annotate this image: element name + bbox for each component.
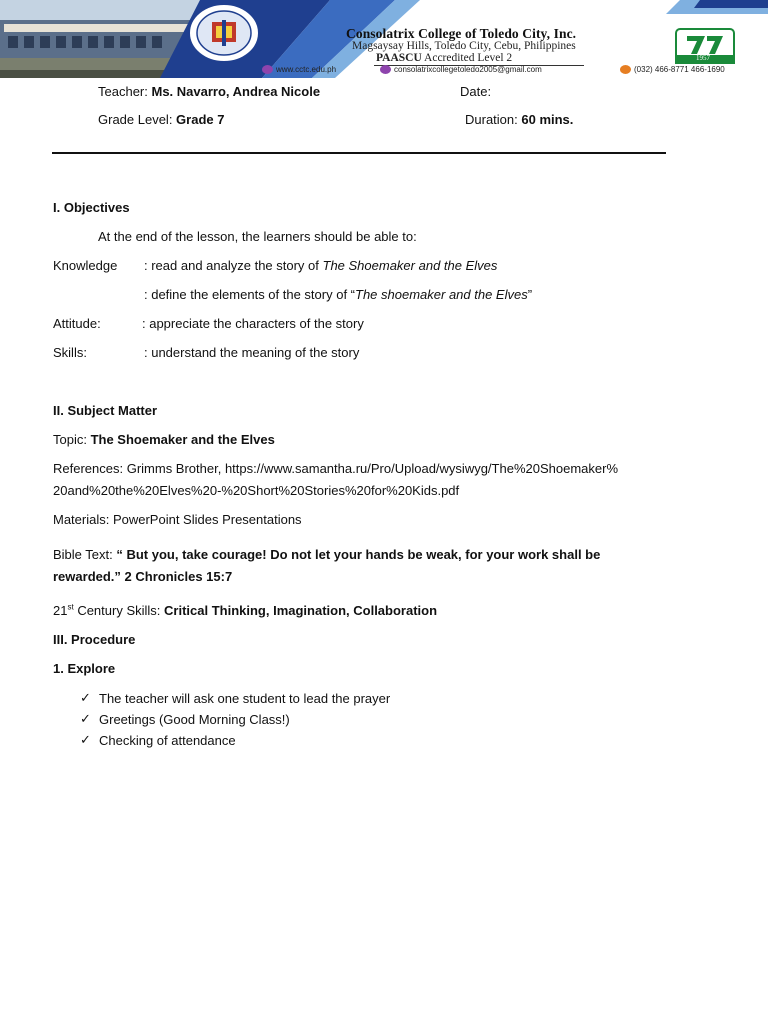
website-contact: [262, 65, 336, 74]
duration-line: [465, 112, 573, 128]
letterhead-banner: [0, 0, 768, 82]
topic-line: [53, 432, 275, 448]
procedure-item-1: The teacher will ask one student to lead the prayer: [99, 691, 391, 706]
email-text: consolatrixcollegetoledo2005@gmail.com: [394, 65, 542, 74]
divider-line: [52, 152, 666, 154]
grade-line: [98, 112, 224, 128]
checkmark-icon: ✓: [80, 711, 91, 726]
school-address: Magsaysay Hills, Toledo City, Cebu, Philippines: [352, 40, 576, 52]
phone-contact: [620, 65, 725, 74]
topic-label: Topic:: [53, 432, 91, 447]
accreditation-body: PAASCU: [376, 52, 422, 64]
procedure-item-3: Checking of attendance: [99, 733, 236, 748]
bible-text-line-1: [53, 547, 600, 563]
subject-matter-heading: II. Subject Matter: [53, 403, 158, 418]
website-text: www.cctc.edu.ph: [276, 65, 337, 74]
phone-text: (032) 466-8771 466-1690: [634, 65, 725, 74]
checkmark-icon: ✓: [80, 690, 91, 705]
phone-icon: [620, 65, 631, 74]
knowledge-label: Knowledge: [53, 258, 118, 273]
skills-label: Skills:: [53, 345, 87, 360]
topic-value: The Shoemaker and the Elves: [90, 432, 275, 447]
date-label: Date:: [460, 84, 492, 99]
procedure-heading: III. Procedure: [53, 632, 136, 647]
knowledge-2-suffix: ”: [527, 287, 533, 302]
teacher-line: [98, 84, 320, 100]
attitude-objective: : appreciate the characters of the story: [142, 316, 364, 331]
knowledge-1-text: : read and analyze the story of: [144, 258, 323, 273]
century-skills-label: Century Skills:: [73, 603, 165, 618]
accreditation-level: Accredited Level 2: [421, 52, 513, 64]
references-line-1: References: Grimms Brother, https://www.samantha.ru/Pro/Upload/wysiwyg/The%20Shoemaker%: [53, 461, 619, 476]
skills-objective: : understand the meaning of the story: [144, 345, 360, 360]
objectives-heading: I. Objectives: [53, 200, 130, 215]
duration-value: 60 mins.: [521, 112, 574, 127]
checkmark-icon: ✓: [80, 732, 91, 747]
email-icon: [380, 65, 391, 74]
bible-label: Bible Text:: [53, 547, 117, 562]
century-number: 21: [53, 603, 68, 618]
century-skills-line: [53, 603, 437, 619]
materials-line: Materials: PowerPoint Slides Presentations: [53, 512, 302, 527]
teacher-name: Ms. Navarro, Andrea Nicole: [151, 84, 321, 99]
century-suffix: st: [67, 602, 74, 612]
knowledge-2-text: : define the elements of the story of “: [144, 287, 356, 302]
attitude-label: Attitude:: [53, 316, 101, 331]
knowledge-1-title: The Shoemaker and the Elves: [322, 258, 498, 273]
teacher-label: Teacher:: [98, 84, 152, 99]
references-line-2: 20and%20the%20Elves%20-%20Short%20Stories%20for%20Kids.pdf: [53, 483, 460, 498]
duration-label: Duration:: [465, 112, 522, 127]
email-contact: [380, 65, 542, 74]
accreditation: [376, 52, 512, 64]
logo-year: 1957: [696, 54, 710, 62]
bible-verse-1: “ But you, take courage! Do not let your hands be weak, for your work shall be: [116, 547, 601, 562]
explore-heading: 1. Explore: [53, 661, 116, 676]
procedure-item-2: Greetings (Good Morning Class!): [99, 712, 290, 727]
school-name: Consolatrix College of Toledo City, Inc.: [346, 26, 577, 41]
web-icon: [262, 65, 273, 74]
knowledge-objective-2: [144, 287, 532, 303]
grade-label: Grade Level:: [98, 112, 177, 127]
school-seal-icon: [186, 2, 262, 64]
knowledge-2-title: The shoemaker and the Elves: [355, 287, 528, 302]
bible-verse-2: rewarded.” 2 Chronicles 15:7: [53, 569, 233, 584]
century-skills-value: Critical Thinking, Imagination, Collaboration: [164, 603, 438, 618]
objectives-intro: At the end of the lesson, the learners should be able to:: [98, 229, 417, 244]
knowledge-objective-1: [144, 258, 497, 274]
grade-value: Grade 7: [176, 112, 225, 127]
